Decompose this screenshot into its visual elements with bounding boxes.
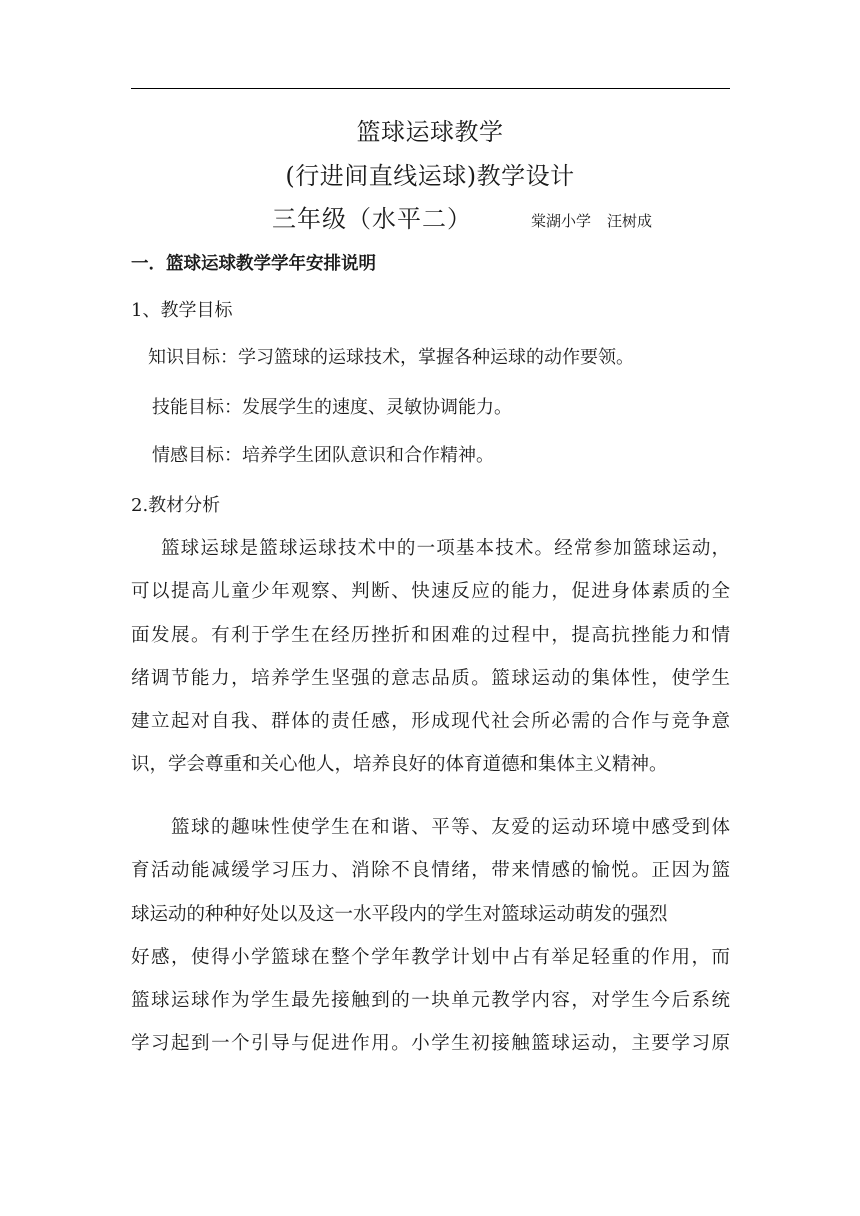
paragraph-line: 育活动能减缓学习压力、消除不良情绪，带来情感的愉悦。正因为篮 xyxy=(131,860,730,882)
subsection-heading-goals: 1、教学目标 xyxy=(131,300,233,321)
author-info xyxy=(531,210,652,231)
paragraph-line: 篮球运球是篮球运球技术中的一项基本技术。经常参加篮球运动， xyxy=(161,538,730,559)
paragraph-line: 篮球运球作为学生最先接触到的一块单元教学内容，对学生今后系统 xyxy=(131,990,730,1012)
goal-skill: 技能目标：发展学生的速度、灵敏协调能力。 xyxy=(152,397,512,418)
paragraph-line: 绪调节能力，培养学生坚强的意志品质。篮球运动的集体性，使学生 xyxy=(131,667,730,689)
paragraph-line: 可以提高儿童少年观察、判断、快速反应的能力，促进身体素质的全 xyxy=(131,581,730,603)
paragraph-line: 面发展。有利于学生在经历挫折和困难的过程中，提高抗挫能力和情 xyxy=(131,624,730,646)
goal-emotion: 情感目标：培养学生团队意识和合作精神。 xyxy=(152,445,494,466)
paragraph-line: 篮球的趣味性使学生在和谐、平等、友爱的运动环境中感受到体 xyxy=(171,817,730,838)
paragraph-line: 建立起对自我、群体的责任感，形成现代社会所必需的合作与竞争意 xyxy=(131,711,730,733)
section-heading: 一．篮球运球教学学年安排说明 xyxy=(131,254,376,274)
subsection-heading-analysis: 2.教材分析 xyxy=(131,495,221,516)
author-name: 汪树成 xyxy=(607,212,653,230)
document-title: 篮球运球教学 xyxy=(356,118,504,146)
paragraph-line: 好感，使得小学篮球在整个学年教学计划中占有举足轻重的作用，而 xyxy=(131,946,730,968)
paragraph xyxy=(131,806,730,1066)
grade-level: 三年级（水平二） xyxy=(272,205,472,233)
author-school: 棠湖小学 xyxy=(531,212,592,230)
header-rule xyxy=(131,88,730,89)
paragraph-line: 球运动的种种好处以及这一水平段内的学生对篮球运动萌发的强烈 xyxy=(131,903,668,925)
goal-knowledge: 知识目标：学习篮球的运球技术，掌握各种运球的动作要领。 xyxy=(148,347,634,368)
paragraph-line: 学习起到一个引导与促进作用。小学生初接触篮球运动，主要学习原 xyxy=(131,1033,730,1055)
document-subtitle: (行进间直线运球)教学设计 xyxy=(285,162,575,190)
paragraph xyxy=(131,527,730,787)
paragraph-line: 识，学会尊重和关心他人，培养良好的体育道德和集体主义精神。 xyxy=(131,754,668,776)
